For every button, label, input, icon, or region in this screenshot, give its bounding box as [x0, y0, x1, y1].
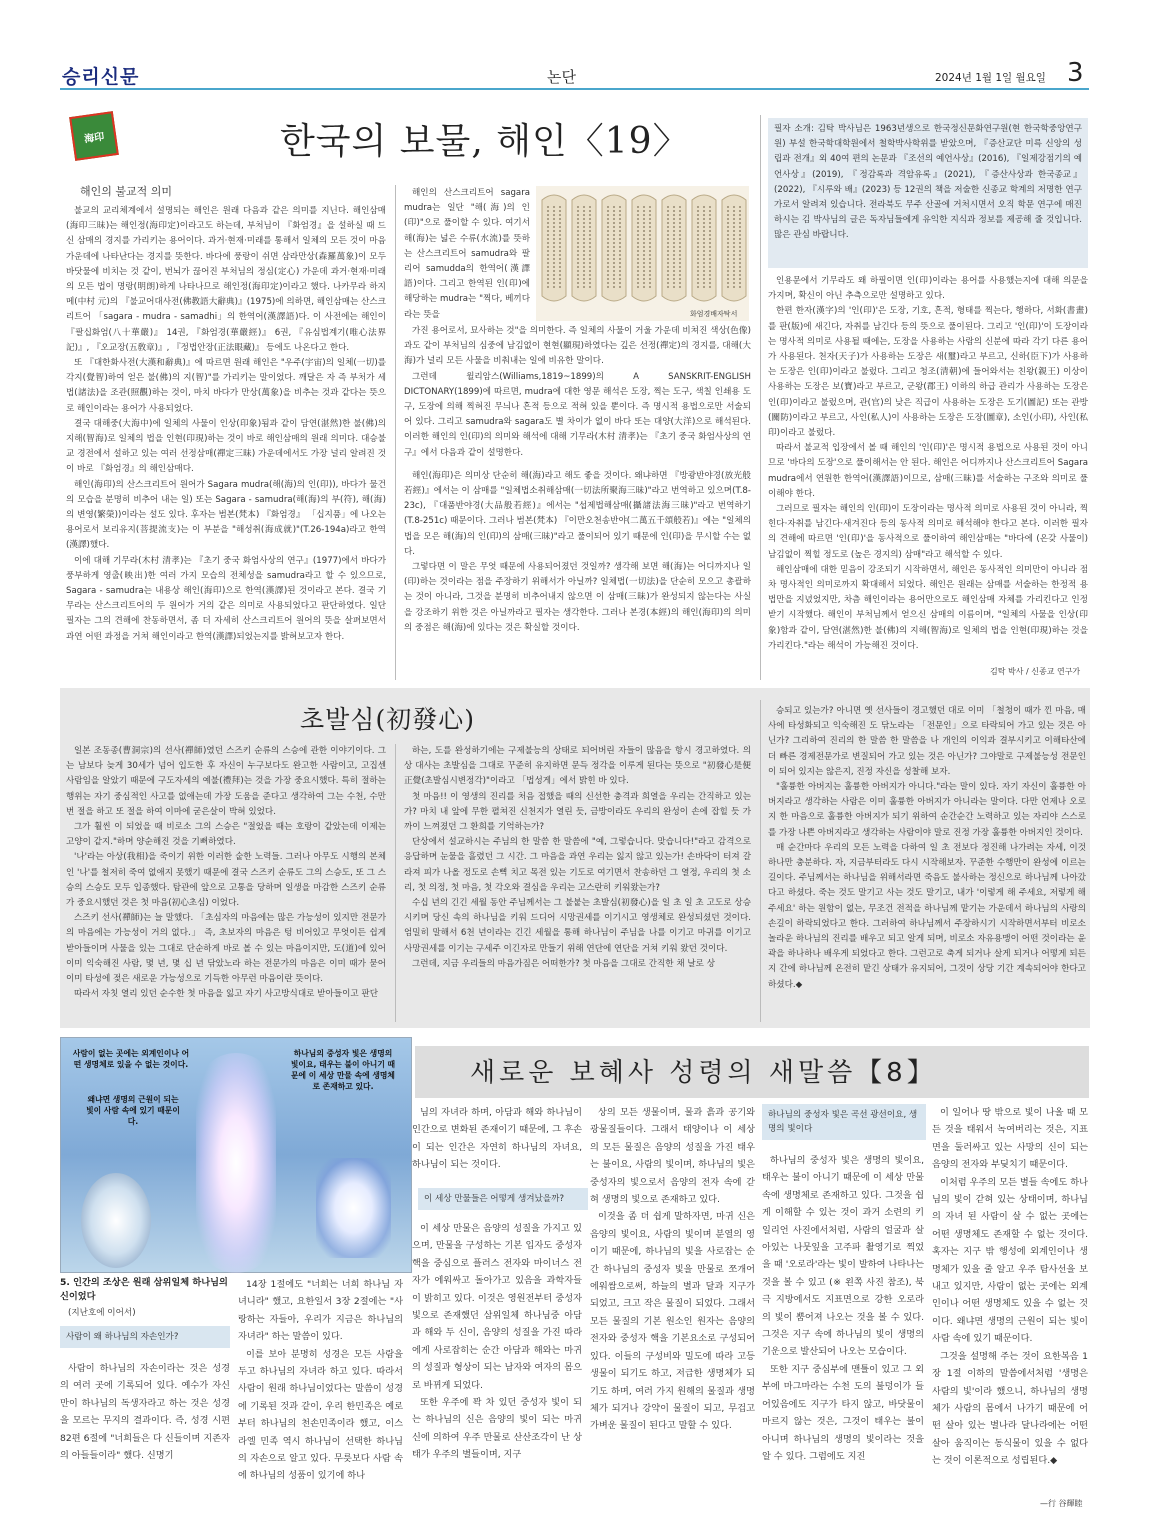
paragraph: 해인(海印)의 산스크리트어 원어가 Sagara mudra(해(海)의 인(印)), 바다가 물건의 모습을 분명히 비추어 내는 일) 또는 Sagara - samudra(해(海)의 부(符), 해(海)의 변영(繁榮))이라는 설도 있다. 후자는 범본(梵本) 『화엄경』 「십지품」에 나오는 용어로서 보리유지(菩提流支)는 이 부분을 "해성취(海成就)"(T.26-194a)라고 한역(漢譯)했다. — [66, 479, 386, 551]
column-rule — [760, 115, 761, 680]
haein-badge-icon: 海印 — [69, 111, 119, 161]
paragraph: 승되고 있는가? 아니면 옛 선사들이 경고했던 대로 이미 「철청이 때가 낀 마음, 매사에 타성화되고 익숙해진 도 닦노라는 「전문인」으로 타락되어 가고 있는 것은 아닌가? 그리하여 진리의 한 말씀 한 말씀을 나 개인의 이익과 결부시키고 이해타산에 더 빠른 경제전문가로 변질되어 가고 있는 것은 아닌가? 그야말로 구제불능성 전문인이 되어 있지는 않은지, 진정 자신을 성찰해 보자. — [768, 706, 1086, 777]
article2-col2 — [404, 744, 751, 972]
paragraph: 14장 1절에도 "너희는 너희 하나님 자녀니라" 했고, 요한일서 3장 2절에는 "사랑하는 자들아, 우리가 지금은 하나님의 자녀라" 하는 말씀이 있다. — [238, 1279, 403, 1343]
column-rule — [395, 185, 396, 680]
paragraph: 그것을 설명해 주는 것이 요한복음 1장 1절 이하의 말씀에서처럼 '생명은 사람의 빛'이라 했으니, 하나님의 생명체가 사람의 몸에서 나가기 때문에 어떤 살아 있는 별나라 달나라에는 어떤 살아 움직이는 동식물이 있을 수 없다는 것이 이론적으로 성립된다.◆ — [932, 1350, 1088, 1467]
paragraph: 불교의 교리체계에서 설명되는 해인은 원래 다음과 같은 의미를 지닌다. 해인삼매(海印三昧)는 해인정(海印定)이라고도 하는데, 부처님이 『화엄경』을 설하실 때 드신 삼매의 경지를 가리키는 용어이다. 과거·현재·미래를 통해서 일체의 모든 것이 마음 가운데에 나타난다는 경지를 뜻한다. 바다에 풍랑이 쉬면 삼라만상(森羅萬象)이 모두 바닷물에 비치는 것 같이, 번뇌가 끊어진 부처님의 정심(定心) 가운데 과거·현재·미래의 모든 법이 명랑(明朗)하게 나타나므로 해인정(海印定)이라고 했다. 나카무라 하지메(中村 元)의 『불교어대사전(佛教語大辭典)』(1975)에 의하면, 해인삼매는 산스크리트어 「sagara - mudra - samadhi」의 한역어(漢譯語)다. 이 사전에는 해인이 『팔십화엄(八十華嚴)』 14권, 『화엄경(華嚴經)』 6권, 『유심법계기(唯心法界記)』, 『오교장(五敎章)』, 『정법안장(正法眼藏)』 등에도 나온다고 한다. — [66, 206, 386, 353]
face-aura-image — [81, 1173, 151, 1268]
column-rule — [760, 700, 761, 1022]
image-caption: 화엄경배자탁서 — [690, 310, 738, 318]
paragraph: 따라서 자칫 열리 있던 순수한 첫 마음을 잃고 자기 사고방식대로 받아들이고 판단 — [74, 989, 379, 1000]
article3-col4 — [762, 1152, 924, 1465]
manuscript-image — [536, 186, 749, 321]
article3-section-heading: 5. 인간의 조상은 원래 삼위일체 하나님의 신이었다 — [60, 1277, 228, 1302]
issue-date: 2024년 1월 1일 월요일 — [935, 72, 1046, 84]
paragraph: 이에 대해 기무라(木村 清孝)는 『초기 중국 화엄사상의 연구』(1977)에서 바다가 풍부하게 영출(映出)한 여러 가지 모습의 전체성을 samudra라고 할 수 있으므로, Sagara - samudra는 내용상 해인(海印)으로 한역(漢譯)된 것이라고 본다. 결국 기무라는 산스크리트어의 두 원어가 거의 같은 의미로 사용되었다고 판단하였다. 일단 필자는 그의 견해에 찬동하면서, 좀 더 자세히 산스크리트어 원어의 뜻을 살펴보면서 과연 어떤 과정을 거쳐 해인이라고 한역(漢譯)되었는지를 밝혀보고자 한다. — [66, 555, 386, 642]
human-aura-figure — [196, 1053, 276, 1273]
author-bio-box — [768, 118, 1088, 268]
column-rule — [395, 744, 396, 1022]
article1-col3 — [768, 274, 1088, 654]
paragraph: '나'라는 아상(我相)을 죽이기 위한 이러한 숱한 노력들. 그러나 아무도 시행의 본체인 '나'를 철저히 죽여 없애지 못했기 때문에 결국 스즈키 순류도 그의 스승도, 또 그 스승의 스승도 모두 입종했다. 탐관에 앞으로 고통을 당하며 일생을 마감한 스즈키 순류가 중요시했던 것은 첫 마음(初心초심) 이었다. — [66, 852, 386, 909]
article3-col2a — [412, 1104, 582, 1174]
section-label: 논단 — [547, 68, 576, 86]
paragraph: "훌륭한 아버지는 훌륭한 아버지가 아니다."라는 말이 있다. 자기 자신이 훌륭한 아버지라고 생각하는 사람은 이미 훌륭한 아버지가 아니라는 말이다. 다만 언제나 오로지 한 마음으로 훌륭한 아버지가 되기 위하여 순간순간 노력하고 있는 자리야 스스로를 가장 나쁜 아버지라고 생각하는 사람이야 말로 진정 가장 훌륭한 아버지인 것이다. — [768, 782, 1086, 838]
paragraph: 수십 년의 긴긴 세월 동안 주님께서는 그 불붙는 초발심(初發心)을 일 초 일 초 고도로 상승시키며 당신 속의 하나님을 키워 드디어 시망권세를 이기시고 영생체로 완성되셨던 것이다. 엄밀히 말해서 6천 년이라는 긴긴 세월을 통해 하나님이 주님을 나를 이기고 마귀를 이기고 사망권세를 이기는 구세주 이긴자로 만들기 위해 연단에 연단을 거쳐 키워 왔던 것이다. — [404, 898, 751, 954]
article1-col2b — [404, 324, 751, 636]
paragraph: 또한 지구 중심부에 맨틀이 있고 그 외부에 마그마라는 수천 도의 불덩이가 들어있음에도 지구가 타지 않고, 바닷물이 마르지 않는 것은, 그것이 태우는 불이 아니며 하나님의 생명의 빛이라는 것을 알 수 있다. 그럼에도 지진 — [762, 1363, 924, 1462]
continued-note: (지난호에 이어서) — [68, 1308, 136, 1318]
highlight-box: 하나님의 중성자 빛은 곡선 광선이요, 생명의 빛이다 — [762, 1104, 926, 1140]
paragraph: 하는, 도를 완성하기에는 구제불능의 상태로 되어버린 자들이 많음을 항시 경고하였다. 의상 대사는 초발심을 그대로 꾸준히 유지하면 문득 정각을 이루게 된다는 뜻으로 "初發心是便正覺(초발심시변정각)"이라고 「법성게」에서 밝힌 바 있다. — [404, 746, 751, 787]
highlight-box: 이 세상 만물들은 어떻게 생겨났을까? — [418, 1188, 588, 1210]
highlight-box: 사람이 왜 하나님의 자손인가? — [60, 1326, 230, 1348]
paragraph: 이를 보아 분명히 성경은 모든 사람을 두고 하나님의 자녀라 하고 있다. 따라서 사람이 원래 하나님이었다는 말씀이 성경에 기록된 것과 같이, 우리 한민족은 예로부터 하나님의 천손민족이라 했고, 이스라엘 민족 역시 하나님이 선택한 하나님의 자손으로 알고 있다. 무릇보다 사람 속에 하나님의 성품이 있기에 하나 — [238, 1348, 403, 1482]
paragraph: 그렇다면 이 말은 무엇 때문에 사용되어졌던 것일까? 생각해 보면 해(海)는 어디까지나 일(印)하는 것이라는 점을 주장하기 위해서가 아닐까? 일체법(一切法)을 단순히 모으고 총괄하는 것이 아니라, 그것을 분명히 비추어내지 않으면 이 삼매(三昧)가 완성되지 않는다는 사실을 강조하기 위한 것은 아닐까라고 필자는 생각한다. 그러나 본경(本經)의 해인(海印)의 의미의 중점은 해(海)에 있다는 것은 확실할 것이다. — [404, 562, 751, 633]
paragraph: 첫 마음!! 이 영생의 진리를 처음 접했을 때의 신선한 충격과 희열을 우리는 간직하고 있는가? 마치 내 앞에 무한 펼쳐진 신천지가 열린 듯, 금방이라도 우리의 완성이 손에 잡힐 듯 가까이 느껴졌던 그 환희를 기억하는가? — [404, 791, 751, 833]
photo-caption: 왜냐면 생명의 근원이 되는 빛이 사람 속에 있기 때문이다. — [86, 1095, 180, 1126]
article3-col2c — [238, 1276, 403, 1485]
newspaper-logo: 승리신문 — [62, 66, 140, 88]
photo-caption: 사람이 없는 곳에는 외계인이나 어떤 생명체로 있을 수 없는 것이다. — [72, 1049, 190, 1069]
paragraph: 그가 훨씬 이 되었을 때 비로소 그의 스승은 "절었을 때는 호랑이 같았는데 이제는 고양이 같지."하며 양순해진 것을 기뻐하였다. — [66, 822, 386, 848]
article2-title: 초발심(初發心) — [300, 705, 475, 734]
leaf-aura-image — [316, 1158, 391, 1258]
article3-col5 — [932, 1104, 1088, 1470]
paragraph: 이 일어나 땅 밖으로 빛이 나올 때 모든 것을 태워서 녹여버리는 것은, 지표면을 둘러싸고 있는 사망의 신이 되는 음양의 전자와 부딪치기 때문이다. — [932, 1107, 1088, 1171]
photo-caption: 하나님의 중성자 빛은 생명의 빛이요, 태우는 불이 아니기 때문에 이 세상 만물 속에 생명체로 존재하고 있다. — [290, 1049, 396, 1091]
article3-title: 새로운 보혜사 성령의 새말씀【8】 — [470, 1058, 937, 1088]
article3-col1 — [60, 1360, 230, 1464]
paragraph: 해인의 산스크리트어 sagara mudra는 일단 "해(海)의 인(印)"으로 풀이할 수 있다. 여기서 해(海)는 넓은 수류(水流)를 뜻하는 산스크리트어 samudra와 팔리어 samudda의 한역어(漢譯語)이다. 그리고 한역된 인(印)에 해당하는 mudra는 "찍다, 베끼다 라는 뜻을 — [404, 188, 530, 320]
paragraph: 스즈키 선사(禪師)는 늘 말했다. 「초심자의 마음에는 많은 가능성이 있지만 전문가의 마음에는 가능성이 거의 없다.」 즉, 초보자의 마음은 텅 비어있고 무엇이든 쉽게 받아들이며 사물을 있는 그대로 단순하게 바로 볼 수 있는 마음이지만, 도(道)에 있어 이미 익숙해진 사람, 몇 년, 몇 십 년 닦았노라 하는 전문가의 마음은 이미 때가 묻어 이미 타성에 젖은 새로운 가능성으로 기득한 아무런 마음이란 뜻이다. — [66, 913, 386, 985]
article2-col1 — [66, 744, 386, 1002]
paragraph: 그런데 윌리암스(Williams,1819~1899)의 A SANSKRIT-ENGLISH DICTONARY(1899)에 따르면, mudra에 대한 영문 해석은 도장, 찍는 도구, 색칠 인쇄용 도구, 도장에 의해 찍혀진 무늬나 흔적 등으로 적혀 있을 뿐이다. 즉 명시적 용법으로만 서술되어 있다. 그리고 samudra와 sagara도 별 차이가 없이 바다 또는 대양(大洋)으로 해석된다. 이러한 해인의 인(印)의 의미와 해석에 대해 기무라(木村 清孝)는 『초기 중국 화엄사상의 연구』에서 다음과 같이 설명한다. — [404, 371, 751, 458]
paragraph: 이처럼 우주의 모든 별들 속에도 하나님의 빛이 갇혀 있는 상태이며, 하나님의 자녀 된 사람이 살 수 없는 곳에는 어떤 생명체도 존재할 수 없는 것이다. 혹자는 지구 밖 행성에 외계인이나 생명체가 있을 줄 알고 우주 탐사선을 보내고 있지만, 사람이 없는 곳에는 외계인이나 어떤 생명체도 있을 수 없는 것이다. 왜냐면 생명의 근원이 되는 빛이 사람 속에 있기 때문이다. — [932, 1176, 1088, 1345]
paragraph: 또한 우주에 꽉 차 있던 중성자 빛이 되는 하나님의 신은 음양의 빛이 되는 마귀 신에 의하여 우주 만물로 산산조각이 난 상태가 우주의 별들이며, 지구 — [412, 1397, 582, 1461]
header-rule — [60, 88, 1089, 90]
paragraph: 이것을 좀 더 쉽게 말하자면, 마귀 신은 음양의 빛이요, 사람의 빛이며 분열의 영이기 때문에, 하나님의 빛을 사로잡는 순간 하나님의 중성자 빛을 만물로 쪼개어 에워쌈으로써, 하늘의 별과 달과 지구가 되었고, 크고 작은 물질이 되었다. 그래서 모든 물질의 기본 원소인 원자는 음양의 전자와 중성자 핵을 기본요소로 구성되어 있다. 이들의 구성비와 밀도에 따라 고등 생물이 되기도 하고, 저급한 생명체가 되기도 하며, 여러 가지 원해의 물질과 생명체가 되거나 강약이 물질이 되고, 무겁고 가벼운 물질이 된다고 말할 수 있다. — [590, 1211, 755, 1432]
paragraph: 매 순간마다 우리의 모든 노력을 다하여 일 초 전보다 정진해 나가려는 자세, 이것 하나만 충분하다. 자, 지금부터라도 다시 시작해보자. 꾸준한 수행만이 완성에 이르는 길이다. 주님께서는 하나님을 위해서라면 죽음도 불사하는 정신으로 하나님께 나아갔다고 하셨다. 죽는 것도 말기고 사는 것도 말기고, 내가 '이렇게 해 주세요, 저렇게 해 주세요' 하는 원함이 없는, 무조건 전적을 하나님께 맡기는 가운데서 하나님의 사랑의 손길이 하락되었다고 한다. 그러하여 하나님께서 주장하시기 시작하면서부터 비로소 놀라운 하나님의 진리를 배우고 되고 알게 되며, 비로소 자유용맹이 어떤 것이라는 윤곽을 하나하나 배우게 되었다고 한다. 그런고로 축게 되거나 살게 되거나 어떻게 되든지 간에 하나님께 온전히 맡긴 상태가 유지되어, 그것이 상당 기간 계속되어야 한다고 하셨다.◆ — [768, 842, 1086, 990]
paragraph: 한편 한자(漢字)의 '인(印)'은 도장, 기호, 흔적, 형태를 찍는다, 행하다, 서화(書畫)를 판(版)에 새긴다, 자취를 남긴다 등의 뜻으로 풀이된다. 그리고 '인(印)'이 도장이라는 명사적 의미로 사용될 때에는, 도장을 사용하는 사람의 신분에 따라 각기 다른 용어가 사용된다. 천자(天子)가 사용하는 도장은 새(璽)라고 부르고, 신하(臣下)가 사용하는 도장은 인(印)이라고 불렀다. 그리고 청조(清朝)에 들어와서는 친왕(親王) 이상이 사용하는 도장은 보(寶)라고 부르고, 군왕(郡王) 이하의 하급 관리가 사용하는 도장은 인(印)이라고 불렀으며, 관(官)의 낮은 직급이 사용하는 도장은 도기(圖記) 또는 관방(關防)이라고 부르고, 사인(私人)이 사용하는 도장은 도장(圖章), 소인(小印), 사인(私印)이라고 불렀다. — [768, 306, 1088, 439]
paragraph: 단상에서 설교하시는 주님의 한 말씀 한 말씀에 "예, 그렇습니다. 맞습니다!"라고 감격으로 응답하며 눈물을 흘렸던 그 시간. 그 마음을 과연 우리는 잃지 않고 있는가! 손바닥이 터져 갈라져 피가 나올 정도로 손뼉 치고 목전 있는 기도로 여기면서 찬송하던 그 열정, 우리의 첫 소리, 첫 의정, 첫 마음, 첫 각오와 결심을 우리는 고스란히 키워왔는가? — [404, 837, 751, 893]
author-bio: 필자 소개: 김탁 박사님은 1963년생으로 한국정신문화연구원(현 한국학중앙연구원) 부설 한국학대학원에서 철학박사학위를 받았으며, 『증산교단 미륵 신앙의 성립과 전개』외 40여 편의 논문과 『조선의 예언사상』(2016), 『일제강점기의 예언사상』(2019), 『정감록과 격암유록』(2021), 『증산사상과 한국종교』(2022), 『시루와 배』(2023) 등 12권의 책을 저술한 신종교 학계의 저명한 연구가로서 알려져 있습니다. 전라북도 무주 산골에 거처시면서 오직 학문 연구에 매진하시는 김 박사님의 글은 독자님들에게 유익한 지식과 정보를 제공해 줄 것입니다. 많은 관심 바랍니다. — [774, 124, 1082, 241]
article3-col2b — [412, 1220, 582, 1464]
article2-col3 — [768, 704, 1086, 993]
article3-signature: —行 谷輝睦 — [1040, 1499, 1083, 1508]
paragraph: 해인(海印)은 의미상 단순히 해(海)라고 해도 좋을 것이다. 왜냐하면 『방광반야경(放光般若經)』에서는 이 삼매를 "일체법소취해삼매(一切法所聚海三昧)"라고 번역하고 있으며(T.8-23c), 『대품반야경(大品般若經)』에서는 "섭제법해삼매(攝諸法海三昧)"라고 번역하기(T.8-251c) 때문이다. 그러나 범본(梵本) 『이만오천송반야(二萬五千頌般若)』에는 "일체의 법을 모은 해(海)의 인(印)의 삼매(三昧)"라고 풀이되어 있기 때문에 인(印)을 무시할 수는 없다. — [404, 470, 751, 557]
page-number: 3 — [1067, 58, 1084, 88]
article3-col3 — [590, 1104, 755, 1435]
paragraph: 해인삼매에 대한 믿음이 강조되기 시작하면서, 해인은 동사적인 의미만이 아니라 점차 명사적인 의미로까지 확대해서 되었다. 해인은 원래는 삼매를 서술하는 한정적 용법만을 지녔었지만, 차츰 해인이라는 용어만으로도 해인삼매 자체를 가리킨다고 인정받기 시작했다. 해인이 부처님께서 얻으신 삼매의 이름이며, "일체의 사물을 인상(印象)함과 같이, 담연(湛然)한 불(佛)의 지해(智海)로 일체의 법을 인현(印現)하는 것을 가리킨다."라는 해석이 가능해진 것이다. — [768, 564, 1088, 651]
article1-signature: 김탁 박사 / 신종교 연구가 — [990, 667, 1081, 676]
paragraph: 일본 조동종(曹洞宗)의 선사(禪師)였던 스즈키 순류의 스승에 관한 이야기이다. 그는 남보다 늦게 30세가 넘어 입도한 후 자신이 누구보다도 완고한 사람이고, 고집센 사람임을 알았기 때문에 구도자세의 예불(禮拜)는 것을 가장 중요시했다. 특히 절하는 행위는 자기 중심적인 사고를 없애는데 가장 도움을 준다고 생각하여 그는 수천, 수만 번 절을 하고 또 절을 하여 이마에 굳은살이 박혀 있었다. — [66, 746, 386, 817]
article1-title: 한국의 보물, 해인〈19〉 — [280, 121, 690, 162]
aura-photo — [60, 1037, 412, 1273]
paragraph: 따라서 불교적 입장에서 볼 때 해인의 '인(印)'은 명시적 용법으로 사용된 것이 아니므로 '바다의 도장'으로 풀이해서는 안 된다. 해인은 어디까지나 산스크리트어 Sagara mudra에서 연원한 한역어(漢譯語)이므로, 삼매(三昧)를 서술하는 구조와 의미로 풀이해야 한다. — [768, 443, 1088, 499]
paragraph: 하나님의 중성자 빛은 생명의 빛이요, 태우는 불이 아니기 때문에 이 세상 만물 속에 생명체로 존재하고 있다. 그것을 쉽게 이해할 수 있는 것이 과거 소련의 키일리언 사진에서처럼, 사람의 얼굴과 살아있는 나뭇잎을 고주파 촬영기로 찍었을 때 '오로라'라는 빛이 발하여 나타나는 것을 볼 수 있고 (※ 왼쪽 사진 참조), 북극 지방에서도 지표면으로 강한 오로라의 빛이 뿜어져 나오는 것을 볼 수 있다. 그것은 지구 속에 하나님의 빛이 생명의 기운으로 발산되어 나오는 모습이다. — [762, 1155, 924, 1358]
paragraph: 또 『대한화사전(大漢和辭典)』에 따르면 원래 해인은 "우주(宇宙)의 일체(一切)를 각지(覺智)하여 얻은 불(佛)의 지(智)"를 가리키는 말이었다. 깨달은 자 즉 부처가 세법(諸法)을 조관(照觀)하는 것이, 마치 바다가 만상(萬象)을 비추는 것과 같다는 뜻으로 해인이라는 용어가 사용되었다. — [66, 358, 386, 414]
paragraph: 인용문에서 기무라도 왜 하필이면 인(印)이라는 용어를 사용했는지에 대해 의문을 가지며, 확신이 아닌 추측으로만 설명하고 있다. — [768, 276, 1088, 302]
paragraph: 그런데, 지금 우리들의 마음가짐은 어떠한가? 첫 마음을 그대로 간직한 채 날로 상 — [412, 958, 715, 969]
paragraph: 님의 자녀라 하며, 아담과 해와 하나님이 인간으로 변화된 존재이기 때문에, 그 후손이 되는 인간은 자연히 하나님의 자녀요, 하나님이 되는 것이다. — [412, 1107, 582, 1171]
paragraph: 결국 대해중(大海中)에 일체의 사물이 인상(印象)됨과 같이 담연(湛然)한 불(佛)의 지해(智海)로 일체의 법을 인현(印現)하는 것이 바로 해인삼매의 원래 의미다. 대승불교 경전에서 설하고 있는 여러 선정삼매(禪定三昧) 가운데에서도 가장 널리 알려진 것이 바로 『화엄경』의 해인삼매다. — [66, 418, 386, 475]
article1-col1 — [66, 204, 386, 645]
paragraph: 상의 모든 생물이며, 물과 흙과 공기와 광물질들이다. 그래서 태양이나 이 세상의 모든 물질은 음양의 성질을 가진 태우는 불이요, 사람의 빛이며, 하나님의 빛은 중성자의 빛으로서 음양의 전자 속에 갇혀 생명의 빛으로 존재하고 있다. — [590, 1107, 755, 1206]
paragraph: 그러므로 필자는 해인의 인(印)이 도장이라는 명사적 의미로 사용된 것이 아니라, 찍힌다·자취를 남긴다·새겨진다 등의 동사적 의미로 해석해야 한다고 본다. 이러한 필자의 견해에 따르면 '인(印)'을 동사적으로 풀이하여 해인삼매는 "바다에 (온갖 사물이) 남김없이 찍힐 정도로 (높은 경지의) 삼매"라고 해석할 수 있다. — [768, 504, 1088, 560]
paragraph: 이 세상 만물은 음양의 성질을 가지고 있으며, 만물을 구성하는 기본 입자도 중성자 핵을 중심으로 플러스 전자와 마이너스 전자가 에워싸고 돌아가고 있음을 과학자들이 밝히고 있다. 이것은 영원전부터 중성자 빛으로 존재했던 삼위일체 하나님중 아담과 해와 두 신이, 음양의 성질을 가진 따라에게 사로잡히는 순간 아담과 해와는 마귀의 성질과 형상이 되는 남자와 여자의 몸으로 바뀌게 되었다. — [412, 1223, 582, 1391]
paragraph: 가진 용어로서, 묘사하는 것"을 의미한다. 즉 일체의 사물이 거울 가운데 비쳐진 색상(色像)과도 같이 부처님의 심중에 남김없이 현현(顯現)하였다는 깊은 선정(禪定)의 경지를, 대해(大海)가 널리 모든 사물을 비춰내는 일에 비유한 말이다. — [404, 326, 751, 367]
article1-subheading: 해인의 불교적 의미 — [80, 185, 173, 198]
paragraph: 사람이 하나님의 자손이라는 것은 성경의 여러 곳에 기록되어 있다. 예수가 자신만이 하나님의 독생자라고 하는 것은 성경을 모르는 무지의 결과이다. 즉, 성경 시편 82편 6절에 "너희들은 다 신들이며 지존자의 아들들이라" 했다. 신명기 — [60, 1363, 230, 1462]
article1-col2a — [404, 186, 530, 323]
scroll-illustration — [536, 186, 749, 306]
